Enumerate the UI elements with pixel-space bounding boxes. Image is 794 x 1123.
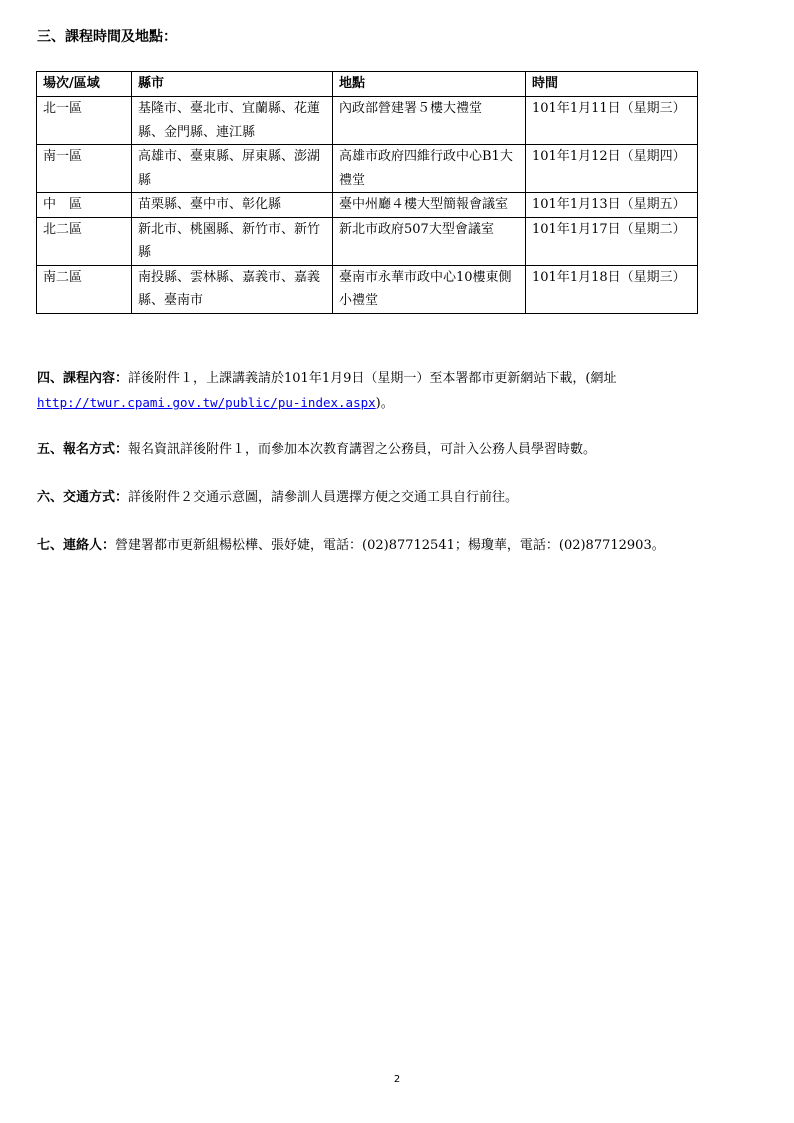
cell-region: 南一區 — [37, 145, 132, 193]
cell-date: 101年1月12日（星期四） — [526, 145, 698, 193]
cell-counties: 基隆市、臺北市、宜蘭縣、花蓮縣、金門縣、連江縣 — [132, 97, 333, 145]
header-venue: 地點 — [333, 72, 526, 97]
header-region: 場次/區域 — [37, 72, 132, 97]
table-row — [37, 217, 698, 265]
section-text: 報名資訊詳後附件１，而參加本次教育講習之公務員，可計入公務人員學習時數。 — [128, 442, 597, 457]
section-transportation — [37, 486, 737, 510]
cell-counties: 南投縣、雲林縣、嘉義市、嘉義縣、臺南市 — [132, 265, 333, 313]
page-number: 2 — [393, 1074, 401, 1085]
section-text: 營建署都市更新組楊松樺、張妤婕，電話：(02)87712541；楊瓊華，電話：(02)87712903。 — [115, 538, 665, 553]
cell-counties: 新北市、桃園縣、新竹市、新竹縣 — [132, 217, 333, 265]
section-label: 七、連絡人： — [37, 538, 116, 553]
section-text: 詳後附件１，上課講義請於101年1月9日（星期一）至本署都市更新網站下載，(網址 — [128, 371, 617, 386]
section-text-end: )。 — [375, 396, 394, 411]
table-row — [37, 193, 698, 218]
table-row — [37, 265, 698, 313]
section-course-content — [37, 367, 737, 416]
cell-counties: 苗栗縣、臺中市、彰化縣 — [132, 193, 333, 218]
cell-date: 101年1月17日（星期二） — [526, 217, 698, 265]
cell-venue: 臺中州廳４樓大型簡報會議室 — [333, 193, 526, 218]
cell-region: 中 區 — [37, 193, 132, 218]
website-link[interactable]: http://twur.cpami.gov.tw/public/pu-index.aspx — [37, 395, 376, 410]
table-header-row — [37, 72, 698, 97]
cell-date: 101年1月11日（星期三） — [526, 97, 698, 145]
section-contact — [37, 534, 677, 558]
section-label: 五、報名方式： — [37, 442, 129, 457]
cell-region: 北二區 — [37, 217, 132, 265]
cell-venue: 內政部營建署５樓大禮堂 — [333, 97, 526, 145]
table-row — [37, 145, 698, 193]
header-counties: 縣市 — [132, 72, 333, 97]
section-label: 四、課程內容： — [37, 371, 129, 386]
cell-venue: 新北市政府507大型會議室 — [333, 217, 526, 265]
schedule-table — [36, 71, 698, 314]
section-label: 六、交通方式： — [37, 490, 129, 505]
cell-venue: 臺南市永華市政中心10樓東側小禮堂 — [333, 265, 526, 313]
header-date: 時間 — [526, 72, 698, 97]
section-registration — [37, 438, 737, 462]
table-row — [37, 97, 698, 145]
cell-counties: 高雄市、臺東縣、屏東縣、澎湖縣 — [132, 145, 333, 193]
cell-venue: 高雄市政府四維行政中心B1大禮堂 — [333, 145, 526, 193]
section-text: 詳後附件２交通示意圖，請參訓人員選擇方便之交通工具自行前往。 — [128, 490, 519, 505]
cell-region: 北一區 — [37, 97, 132, 145]
cell-date: 101年1月13日（星期五） — [526, 193, 698, 218]
section-heading-schedule: 三、課程時間及地點： — [37, 29, 177, 45]
cell-region: 南二區 — [37, 265, 132, 313]
cell-date: 101年1月18日（星期三） — [526, 265, 698, 313]
